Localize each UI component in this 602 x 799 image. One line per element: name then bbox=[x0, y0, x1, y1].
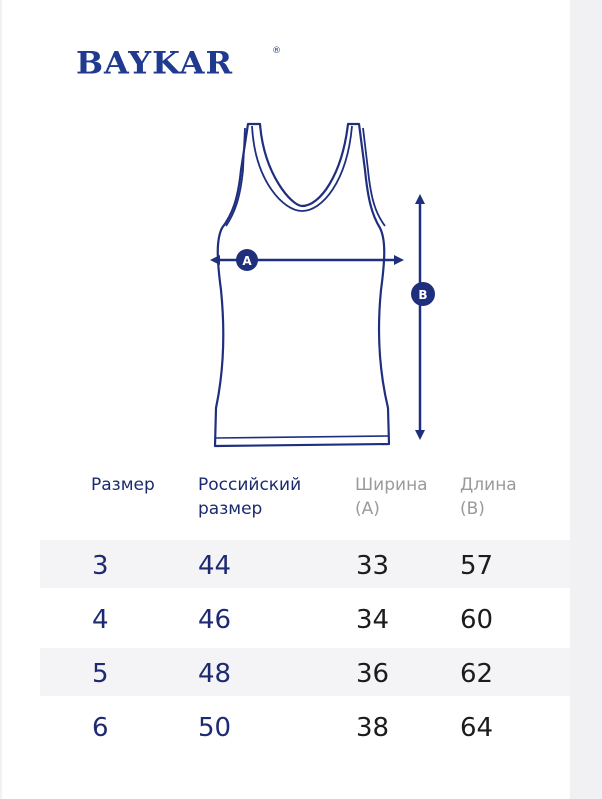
marker-a-label: A bbox=[242, 254, 252, 268]
header-length-line2: (B) bbox=[460, 499, 485, 519]
cell-russian-size: 46 bbox=[198, 605, 232, 635]
cell-size: 4 bbox=[92, 605, 109, 635]
length-arrow bbox=[411, 194, 435, 440]
cell-length: 60 bbox=[460, 605, 494, 635]
table-row bbox=[40, 540, 570, 588]
size-chart-page bbox=[2, 0, 570, 799]
tank-top-outline bbox=[215, 124, 389, 446]
width-arrow bbox=[210, 249, 404, 271]
cell-width: 36 bbox=[356, 659, 390, 689]
table-row bbox=[40, 594, 570, 642]
cell-size: 5 bbox=[92, 659, 109, 689]
hem-line bbox=[215, 436, 389, 438]
table-row bbox=[40, 702, 570, 750]
cell-russian-size: 48 bbox=[198, 659, 232, 689]
tank-top-diagram bbox=[2, 0, 570, 460]
left-armhole-trim bbox=[226, 128, 245, 226]
cell-length: 64 bbox=[460, 713, 494, 743]
cell-size: 6 bbox=[92, 713, 109, 743]
cell-length: 57 bbox=[460, 551, 494, 581]
header-russian-size-line2: размер bbox=[198, 499, 263, 519]
header-length-line1: Длина bbox=[460, 475, 517, 495]
header-size: Размер bbox=[91, 475, 155, 495]
table-row bbox=[40, 648, 570, 696]
header-width-line1: Ширина bbox=[355, 475, 428, 495]
cell-width: 38 bbox=[356, 713, 390, 743]
registered-mark: ® bbox=[272, 46, 281, 56]
header-width-line2: (A) bbox=[355, 499, 380, 519]
cell-length: 62 bbox=[460, 659, 494, 689]
cell-russian-size: 50 bbox=[198, 713, 232, 743]
header-russian-size-line1: Российский bbox=[198, 475, 302, 495]
cell-russian-size: 44 bbox=[198, 551, 232, 581]
cell-width: 33 bbox=[356, 551, 390, 581]
cell-size: 3 bbox=[92, 551, 109, 581]
background-strip bbox=[570, 0, 602, 799]
marker-b-label: B bbox=[418, 288, 428, 302]
cell-width: 34 bbox=[356, 605, 390, 635]
brand-logo: BAYKAR bbox=[76, 44, 234, 82]
